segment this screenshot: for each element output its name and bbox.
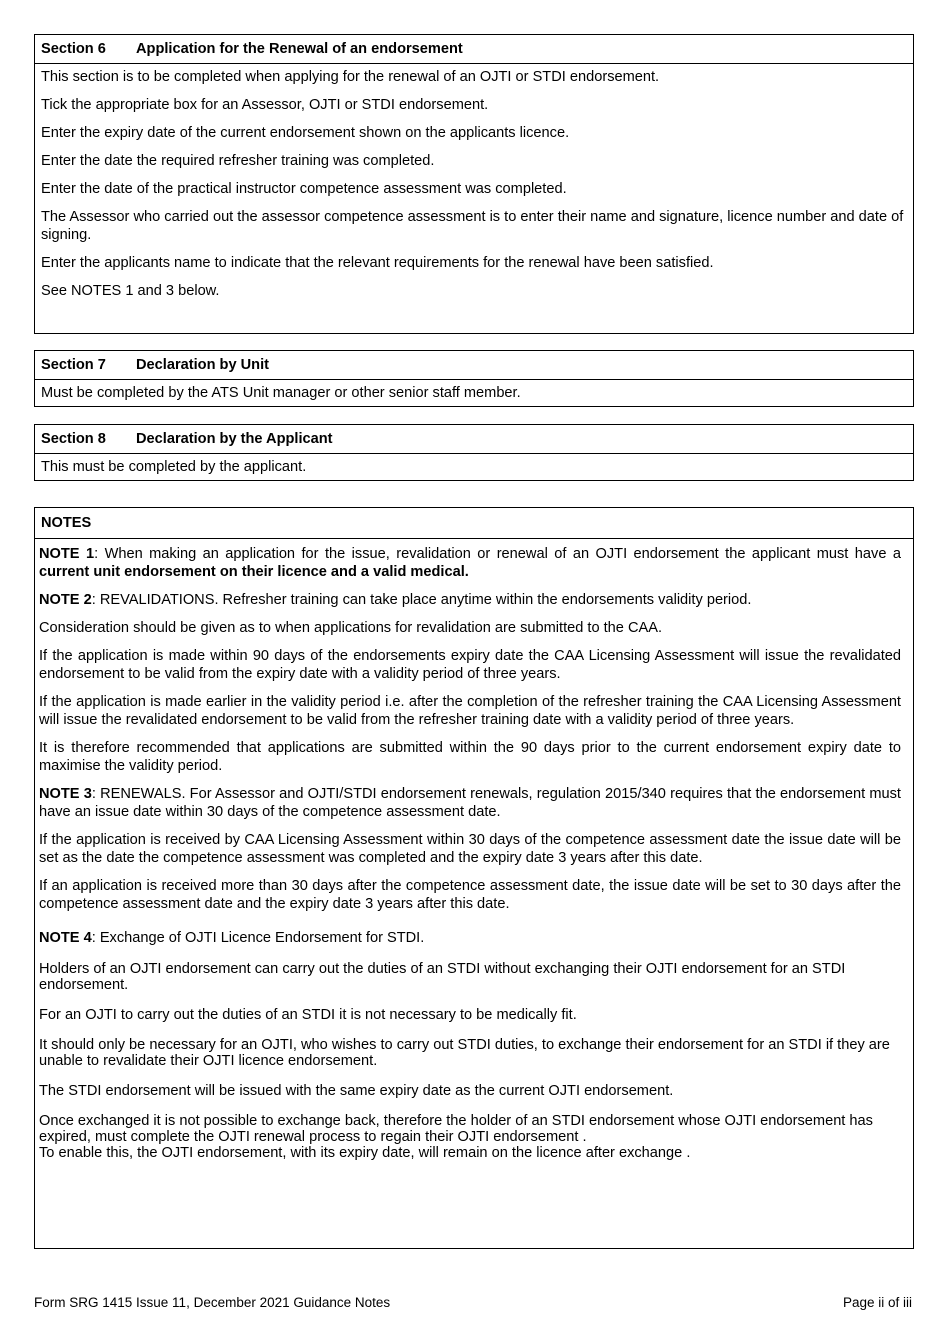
section-6-line: Enter the date of the practical instructor competence assessment was completed. (41, 181, 567, 197)
note-2-label: NOTE 2 (39, 592, 92, 608)
section-8-number: Section 8 (41, 431, 106, 447)
note-1 (39, 545, 901, 581)
section-6-line: See NOTES 1 and 3 below. (41, 283, 220, 299)
note-4-paragraph: The STDI endorsement will be issued with the same expiry date as the current OJTI endorsement. (39, 1083, 674, 1099)
note-4-label: NOTE 4 (39, 930, 92, 946)
section-8-title: Declaration by the Applicant (136, 431, 333, 447)
note-2-paragraph: It is therefore recommended that applications are submitted within the 90 days prior to the current endorsement expiry date to maximise the validity period. (39, 740, 901, 774)
note-2-paragraph: Consideration should be given as to when applications for revalidation are submitted to the CAA. (39, 620, 663, 636)
section-6-header (35, 35, 913, 64)
section-6-title: Application for the Renewal of an endorsement (136, 41, 463, 57)
note-3 (39, 785, 901, 821)
note-1-text: : When making an application for the issue, revalidation or renewal of an OJTI endorsement the applicant must have a (94, 546, 901, 562)
section-8-box (34, 424, 914, 481)
note-4-text: : Exchange of OJTI Licence Endorsement for STDI. (91, 930, 425, 946)
note-3-paragraph: If an application is received more than 30 days after the competence assessment date, the issue date will be set to 30 days after the competence assessment date and the expiry date 3 years after this date. (39, 878, 901, 912)
section-6-line: This section is to be completed when applying for the renewal of an OJTI or STDI endorsement. (41, 69, 660, 85)
section-7-title: Declaration by Unit (136, 357, 269, 373)
section-6-body (35, 64, 913, 300)
note-4-paragraph: Once exchanged it is not possible to exchange back, therefore the holder of an STDI endorsement whose OJTI endorsement has expired, must complete the OJTI renewal process to regain their OJTI endorsement . (39, 1113, 873, 1145)
section-8-header (35, 425, 913, 454)
note-3-text: : RENEWALS. For Assessor and OJTI/STDI endorsement renewals, regulation 2015/340 requires that the endorsement must have an issue date within 30 days of the competence assessment date. (39, 786, 901, 820)
note-1-emphasis: current unit endorsement on their licence and a valid medical. (39, 564, 469, 580)
note-3-label: NOTE 3 (39, 786, 92, 802)
note-3-paragraph: If the application is received by CAA Licensing Assessment within 30 days of the competence assessment date the issue date will be set as the date the competence assessment was completed and the expiry date 3 years after this date. (39, 832, 901, 866)
note-2-paragraph: If the application is made within 90 days of the endorsements expiry date the CAA Licensing Assessment will issue the revalidated endorsement to be valid from the expiry date with a validity period of three years. (39, 648, 901, 682)
footer-page-number: Page ii of iii (842, 1295, 912, 1310)
notes-header: NOTES (35, 508, 913, 539)
note-2 (39, 591, 901, 609)
section-6-box (34, 34, 914, 334)
note-4 (39, 929, 901, 947)
section-6-line: The Assessor who carried out the assessor competence assessment is to enter their name and signature, licence number and date of signing. (41, 209, 904, 243)
section-6-line: Enter the applicants name to indicate that the relevant requirements for the renewal have been satisfied. (41, 255, 714, 271)
section-6-line: Enter the expiry date of the current endorsement shown on the applicants licence. (41, 125, 570, 141)
section-6-line: Enter the date the required refresher training was completed. (41, 153, 435, 169)
section-7-box (34, 350, 914, 407)
note-4-paragraph: To enable this, the OJTI endorsement, with its expiry date, will remain on the licence after exchange . (39, 1145, 691, 1161)
note-4-paragraph: Holders of an OJTI endorsement can carry out the duties of an STDI without exchanging their OJTI endorsement for an STDI endorsement. (39, 961, 846, 993)
note-2-text: : REVALIDATIONS. Refresher training can take place anytime within the endorsements validity period. (91, 592, 752, 608)
section-8-body: This must be completed by the applicant. (41, 459, 307, 475)
notes-body (35, 539, 913, 1161)
notes-box (34, 507, 914, 1249)
section-7-body: Must be completed by the ATS Unit manager or other senior staff member. (41, 385, 521, 401)
section-6-number: Section 6 (41, 41, 106, 57)
note-2-paragraph: If the application is made earlier in the validity period i.e. after the completion of the refresher training the CAA Licensing Assessment will issue the revalidated endorsement to be valid from the refresher training date with a validity period of three years. (39, 694, 901, 728)
footer-form-reference: Form SRG 1415 Issue 11, December 2021 Guidance Notes (34, 1295, 391, 1310)
note-4-paragraph: For an OJTI to carry out the duties of an STDI it is not necessary to be medically fit. (39, 1007, 577, 1023)
note-4-paragraph: It should only be necessary for an OJTI, who wishes to carry out STDI duties, to exchange their endorsement for an STDI if they are unable to revalidate their OJTI licence endorsement. (39, 1037, 890, 1069)
note-1-label: NOTE 1 (39, 546, 95, 562)
section-7-number: Section 7 (41, 357, 106, 373)
section-6-line: Tick the appropriate box for an Assessor, OJTI or STDI endorsement. (41, 97, 489, 113)
section-7-header (35, 351, 913, 380)
